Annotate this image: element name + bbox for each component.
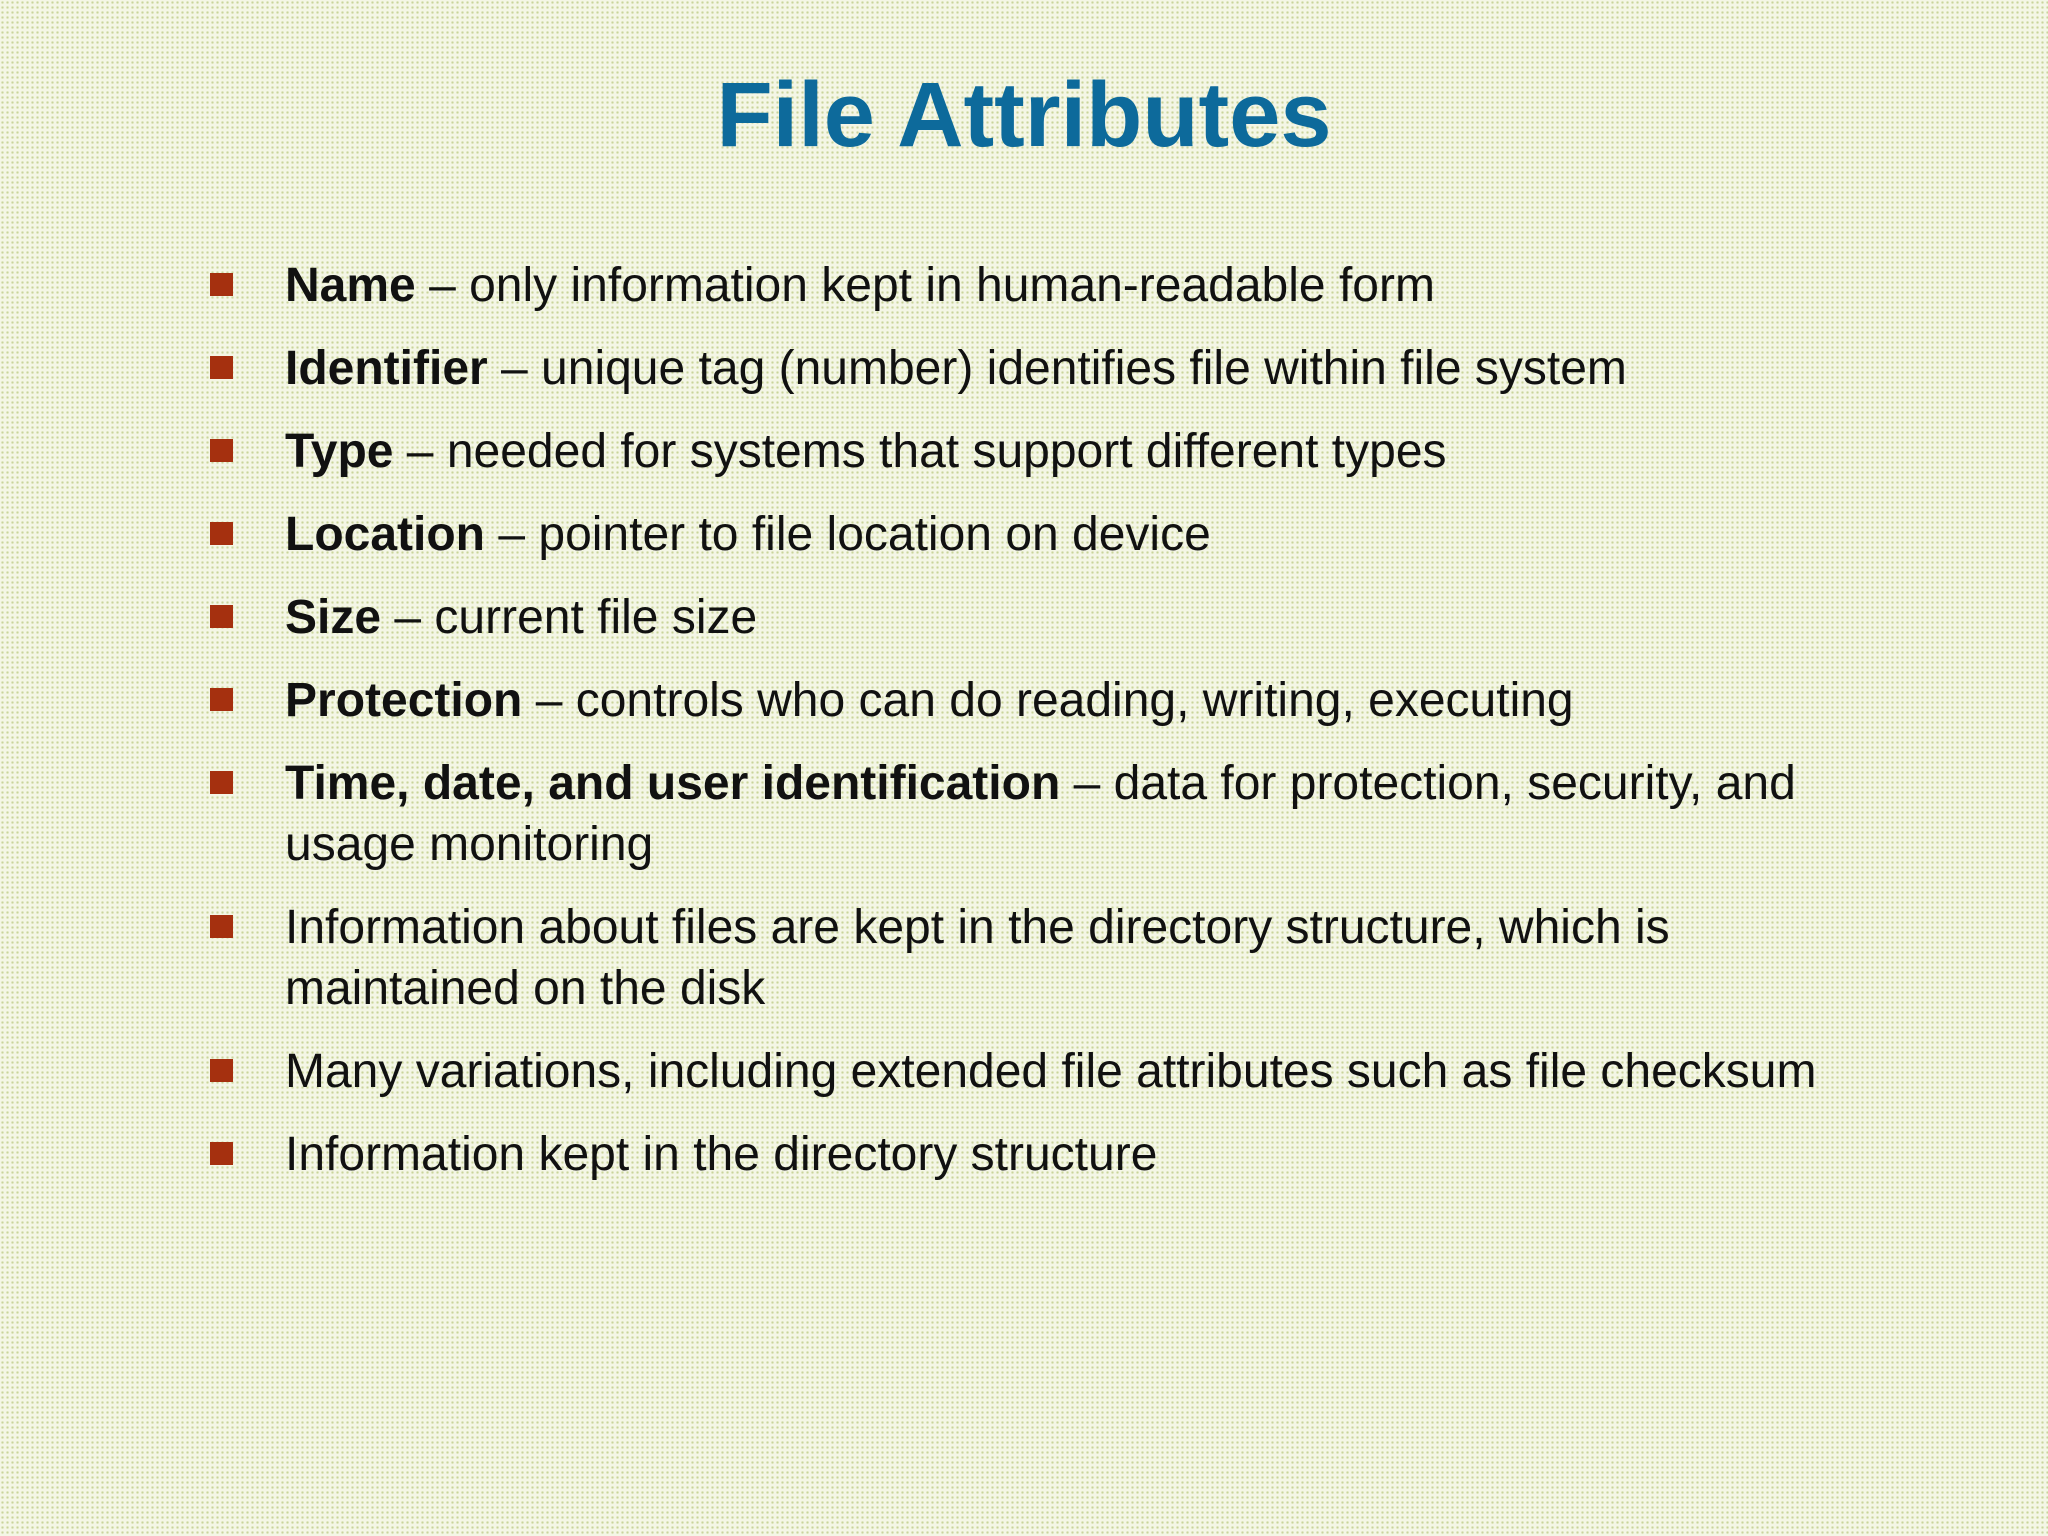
item-term: Name — [285, 259, 416, 312]
item-text: – only information kept in human-readable form — [415, 259, 1435, 312]
item-text: Many variations, including extended file attributes such as file checksum — [285, 1045, 1817, 1098]
item-text: – pointer to file location on device — [485, 508, 1211, 561]
square-bullet-icon — [210, 273, 233, 296]
list-item — [210, 1041, 1850, 1102]
list-item — [210, 1124, 1850, 1185]
list-item — [210, 255, 1850, 316]
item-term: Size — [285, 591, 382, 644]
item-term: Time, date, and user identification — [285, 757, 1061, 810]
square-bullet-icon — [210, 1142, 233, 1165]
item-text: – current file size — [381, 591, 758, 644]
item-term: Type — [285, 425, 394, 478]
item-term: Protection — [285, 674, 523, 727]
list-item — [210, 421, 1850, 482]
item-text: – data for protection, security, and usage monitoring — [285, 757, 1796, 871]
item-text: Information about files are kept in the directory structure, which is maintained on the disk — [285, 901, 1670, 1015]
item-text: – needed for systems that support different types — [393, 425, 1447, 478]
square-bullet-icon — [210, 522, 233, 545]
list-item — [210, 753, 1850, 875]
square-bullet-icon — [210, 915, 233, 938]
list-item — [210, 338, 1850, 399]
item-text: – unique tag (number) identifies file within file system — [487, 342, 1627, 395]
slide-title: File Attributes — [716, 64, 1332, 166]
list-item — [210, 587, 1850, 648]
item-text: Information kept in the directory structure — [285, 1128, 1158, 1181]
square-bullet-icon — [210, 356, 233, 379]
list-item — [210, 670, 1850, 731]
item-term: Location — [285, 508, 485, 561]
bullet-list — [210, 255, 1850, 1207]
list-item — [210, 897, 1850, 1019]
square-bullet-icon — [210, 688, 233, 711]
square-bullet-icon — [210, 771, 233, 794]
square-bullet-icon — [210, 605, 233, 628]
list-item — [210, 504, 1850, 565]
square-bullet-icon — [210, 1059, 233, 1082]
item-text: – controls who can do reading, writing, executing — [522, 674, 1574, 727]
item-term: Identifier — [285, 342, 488, 395]
square-bullet-icon — [210, 439, 233, 462]
